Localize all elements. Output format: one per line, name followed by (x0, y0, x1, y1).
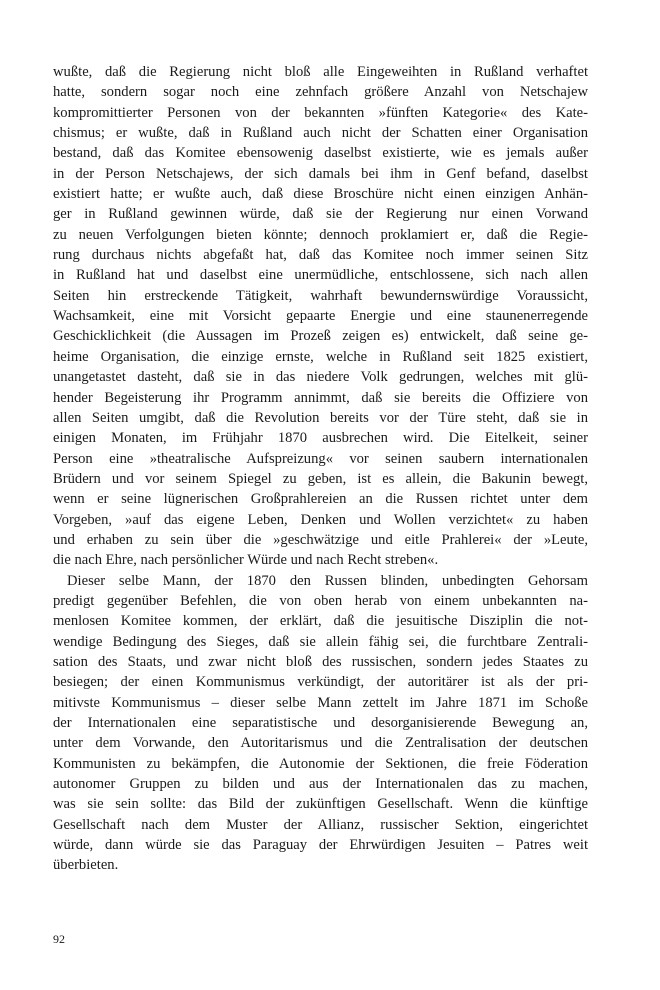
text-line: überbieten. (53, 857, 119, 874)
text-line: unangetastet dasteht, daß sie in das niedere Volk gedrungen, welches mit glü- (53, 369, 588, 386)
text-line: menlosen Komitee kommen, der erklärt, daß die jesuitische Disziplin die not- (53, 613, 588, 630)
body-text (53, 62, 588, 876)
text-line: Gesellschaft nach dem Muster der Allianz, russischer Sektion, eingerichtet (53, 816, 588, 833)
text-line: ger in Rußland gewinnen würde, daß sie der Regierung nur einen Vorwand (53, 206, 588, 223)
text-line: Wachsamkeit, eine mit Vorsicht gepaarte Energie und eine staunenerregende (53, 308, 588, 325)
text-line: in der Person Netschajews, der sich damals bei ihm in Genf befand, daselbst (53, 165, 588, 182)
text-line: autonomer Gruppen zu bilden und aus der Internationalen das zu machen, (53, 776, 588, 793)
text-line: wenn er seine lügnerischen Großprahlereien an die Russen richtet unter dem (53, 491, 588, 508)
text-line: was sie sein sollte: das Bild der zukünftigen Gesellschaft. Wenn die künftige (53, 796, 588, 813)
text-line: zu neuen Verfolgungen bieten könnte; dennoch proklamiert er, daß die Regie- (53, 226, 588, 243)
text-line: hender Begeisterung ihr Programm annimmt, daß sie bereits die Offiziere von (53, 389, 588, 406)
text-line: Kommunisten zu bekämpfen, die Autonomie der Sektionen, die freie Föderation (53, 755, 588, 772)
text-line: wendige Bedingung des Sieges, daß sie allein fähig sei, die furchtbare Zentrali- (53, 633, 588, 650)
text-line: Brüdern und vor seinem Spiegel zu geben, ist es allein, die Bakunin bewegt, (53, 470, 588, 487)
text-line: der Internationalen eine separatistische und desorganisierende Bewegung an, (53, 715, 588, 731)
text-line: bestand, daß das Komitee ebensowenig daselbst existierte, wie es jemals außer (53, 145, 588, 162)
paragraph (53, 571, 588, 876)
page-number: 92 (53, 932, 65, 946)
paragraph (53, 62, 588, 571)
text-line: Geschicklichkeit (die Aussagen im Prozeß zeigen es) entwickelt, daß seine ge- (53, 328, 588, 345)
text-line: existiert hatte; er wußte auch, daß diese Broschüre nicht einen einzigen Anhän- (53, 186, 588, 203)
text-line: Seiten hin erstreckende Tätigkeit, wahrhaft bewundernswürdige Voraussicht, (53, 287, 588, 304)
text-line: chismus; er wußte, daß in Rußland auch nicht der Schatten einer Organisation (53, 125, 588, 142)
text-line: rung durchaus nichts abgefaßt hat, daß das Komitee noch immer seinen Sitz (53, 247, 588, 264)
text-line: heime Organisation, die einzige ernste, welche in Rußland seit 1825 existiert, (53, 348, 588, 365)
text-line: sation des Staats, und zwar nicht bloß des russischen, sondern jedes Staates zu (53, 653, 588, 670)
text-line: und erhaben zu sein über die »geschwätzige und eitle Prahlerei« der »Leute, (53, 531, 588, 548)
text-line: wußte, daß die Regierung nicht bloß alle Eingeweihten in Rußland verhaftet (53, 64, 588, 80)
text-line: Vorgeben, »auf das eigene Leben, Denken und Wollen verzichtet« zu haben (53, 511, 588, 528)
text-line: Dieser selbe Mann, der 1870 den Russen blinden, unbedingten Gehorsam (67, 572, 588, 589)
text-line: besiegen; der einen Kommunismus verkündigt, der autoritärer ist als der pri- (53, 674, 588, 691)
text-line: Person eine »theatralische Aufspreizung« vor seinen saubern internationalen (53, 450, 588, 467)
text-line: mitivste Kommunismus – dieser selbe Mann zettelt im Jahre 1871 im Schoße (53, 694, 588, 711)
text-line: einigen Monaten, im Frühjahr 1870 ausbrechen wird. Die Eitelkeit, seiner (53, 430, 588, 447)
text-line: in Rußland hat und daselbst eine unermüdliche, entschlossene, sich nach allen (53, 267, 588, 284)
text-line: kompromittierter Personen von der bekannten »fünften Kategorie« des Kate- (53, 104, 588, 121)
text-line: hatte, sondern sogar noch eine zehnfach größere Anzahl von Netschajew (53, 84, 588, 101)
text-line: unter dem Vorwande, den Autoritarismus und die Zentralisation der deutschen (53, 735, 588, 752)
text-line: würde, dann würde sie das Paraguay der Ehrwürdigen Jesuiten – Patres weit (53, 837, 588, 854)
text-line: predigt gegenüber Befehlen, die von oben herab von einem unbekannten na- (53, 592, 588, 609)
text-line: die nach Ehre, nach persönlicher Würde und nach Recht streben«. (53, 552, 439, 569)
text-line: allen Seiten umgibt, daß die Revolution bereits vor der Türe steht, daß sie in (53, 409, 588, 426)
